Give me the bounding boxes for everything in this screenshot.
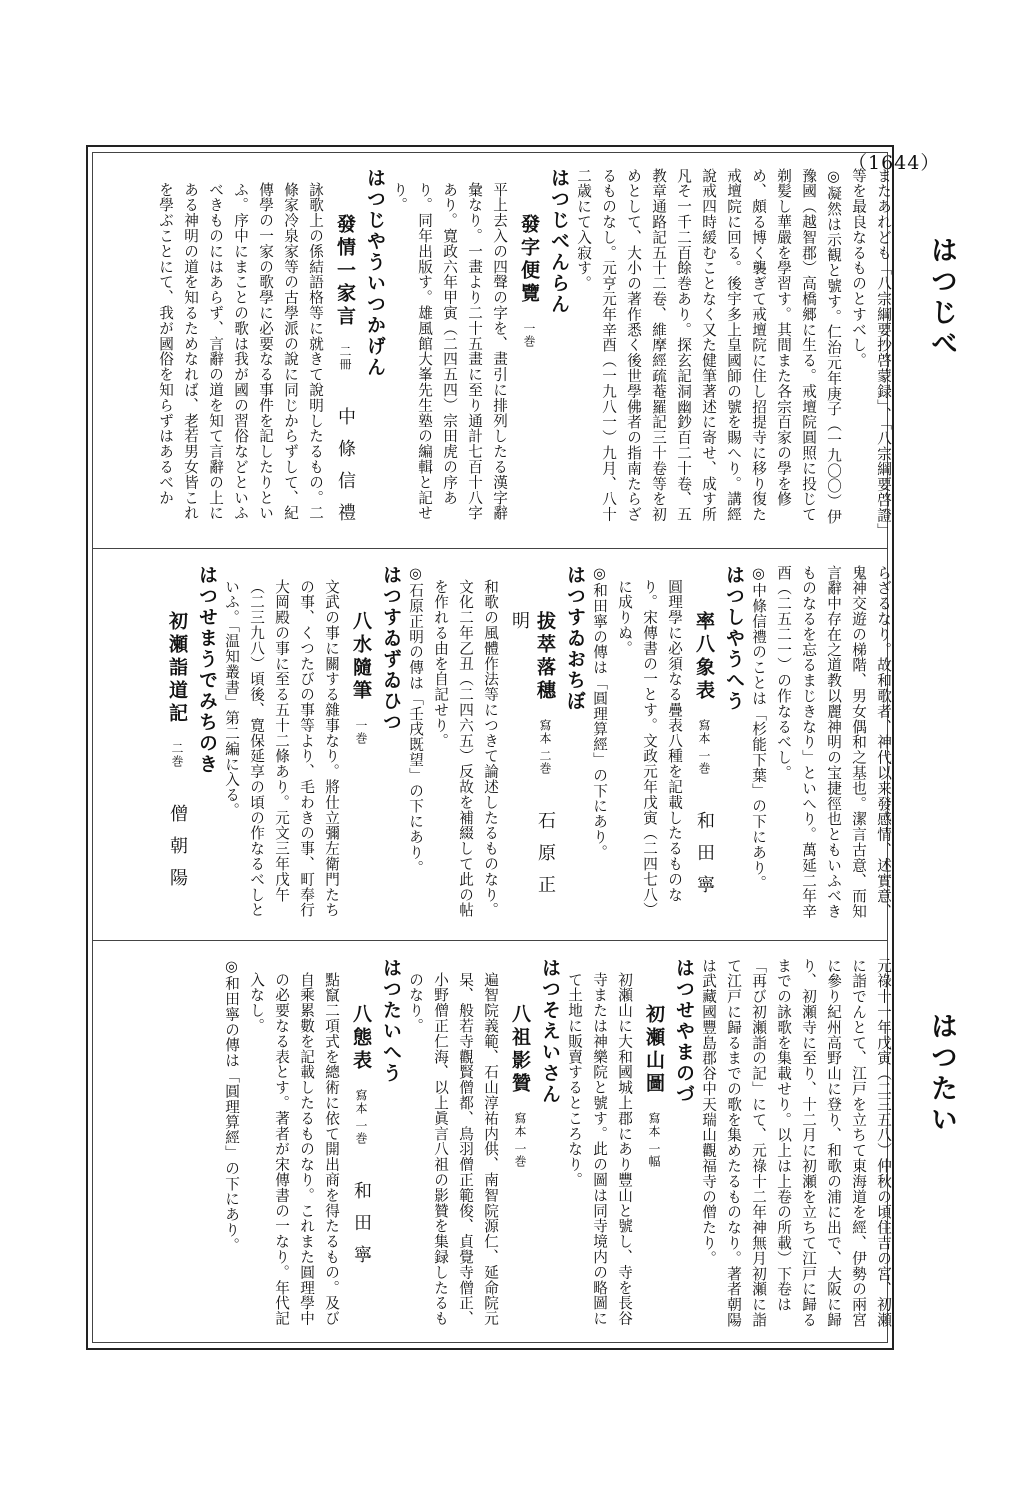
entry-body: 元祿十一年戊寅（二三五八）仲秋の頃住吉の宮、初瀬に詣でんとて、江戸を立ちて東海道を經、伊勢の兩宮に參り紀州高野山に登り、和歌の浦に出で、大阪に歸り、初瀬寺に至り、十二月に初瀬を立ちて江戸に歸るまでの詠歌を集載せり。以上は上卷の所載）下卷は「再び初瀬詣の記」にて、元祿十二年神無月初瀬に詣て江戸に歸るまでの歌を集めたるものなり。著者朝陽は武藏國豐島郡谷中天瑞山觀福寺の僧たり。 [700, 958, 892, 1328]
entry-body: 文武の事に關する雜事なり。將仕立彌左衛門たちの事、くつたびの事等より、毛わきの事、町奉行大岡殿の事に至る五十二條あり。元文三年戊午（二三九八）頃後、寛保延享の頃の作なるべしといふ。「温知叢書」第二編に入る。 [223, 579, 340, 918]
entry-hatsujou-ikkagen [153, 168, 387, 536]
entry-kana-heading: はつすゐおちぼ [564, 565, 586, 712]
entry-hasso-eisan [403, 958, 562, 1333]
entry-kana-heading: はつそえいさん [539, 958, 561, 1105]
entry-volume: 寫本 一巻 [354, 1089, 368, 1145]
entry-title-line [348, 1004, 374, 1333]
entry-title: 率八象表 [693, 611, 715, 703]
entry-bassui-ochibo [428, 565, 587, 927]
entry-title: 初瀬詣道記 [166, 611, 188, 726]
entry-title: 發字便覽 [518, 214, 540, 306]
entry-body: 遍智院義範、石山淳祐内供、南智院源仁、延命院元杲、般若寺觀賢僧都、鳥羽僧正範俊、貞覺寺僧正、小野僧正仁海、以上眞言八祖の影贊を集録したるものなり。 [407, 972, 499, 1327]
entry-title: 發情一家言 [334, 214, 356, 329]
section-divider-2 [92, 940, 888, 941]
entry-hatsuse-moude-michinoki [164, 565, 219, 927]
entry-volume: 寫本 一巻 [697, 719, 711, 775]
section-2 [149, 565, 896, 927]
section-3 [149, 958, 896, 1333]
entry-hatsuse-yama-no-zu [562, 958, 696, 1333]
entry-biography-note [403, 565, 428, 927]
entry-body: 初瀬山に大和國城上郡にあり豐山と號し、寺を長谷寺または神樂院と號す。此の圖は同寺境内の略圖にて土地に販賣するところなり。 [566, 972, 633, 1327]
entry-body: またあれども「八宗綱要抄啓蒙録」、「八宗綱要啓證」等を最良なるものとすべし。 [850, 168, 892, 532]
entry-title: 初瀬山圖 [643, 1004, 665, 1096]
entry-author: 中條信禮 [335, 406, 356, 535]
entry-hatsushou-hyou [612, 565, 746, 927]
entry-kana-heading: はつせまうでみちのき [196, 565, 218, 775]
entry-biography-note [219, 958, 244, 1333]
entry-body: 平上去入の四聲の字を、畫引に排列したる漢字辭彙なり。一畫より二十五畫に至り通計七百十八字あり。寛政六年甲寅（二四五四）宗田虎の序あり。同年出版す。雄風館大峯先生塾の編輯と記せり。 [391, 182, 508, 521]
entry-title-line [164, 611, 190, 927]
entry-kana-heading: はつじべんらん [548, 168, 570, 315]
entry-title-line [516, 214, 542, 536]
entry-body: 點竄二項式を總術に依て開出商を得たるもの。及び自乘累數を記載したるものなり。これまた圓理學中の必要なる表とす。著者が宋傳書の一なり。年代記入なし。 [248, 972, 340, 1327]
entry-body: らざるなり。故和歌者、神代以来發感情、述實意、鬼神交遊の梯階、男女偶和之基也。潔言古意、而知言辭中存在之道教以麗神明の宝捷徑也ともいふべきものなるを忘るまじきなり」といへり。萬延二年辛酉（二五二一）の作なるべし。 [775, 565, 892, 920]
entry-author: 和田寧 [351, 1180, 372, 1277]
entry-body: ◎和田寧の傳は「圓理算經」の下にあり。 [223, 958, 240, 1253]
entry-title-line [348, 611, 374, 927]
section-divider-1 [92, 548, 888, 549]
entry-biography-note [746, 565, 771, 927]
entry-volume: 寫本 二巻 [538, 719, 552, 775]
entry-hattai-hyou [244, 958, 403, 1333]
entry-body: ◎凝然は示観と號す。仁治元年庚子（一九〇〇）伊豫國（越智郡）高橋郷に生る。戒壇院圓照に投じて剃髪し華嚴を學習す。其間また各宗百家の學を修め、頗る博く襲ぎて戒壇院に住し招提寺に移り復た戒壇院に回る。後宇多上皇國師の號を賜へり。講經說戒四時緩むことなく又た健筆著述に寄せ、成す所凡そ一千二百餘巻あり。探玄記洞幽鈔百二十卷、五教章通路記五十二卷、維摩經疏菴羅記三十卷等を初めとして、大小の著作悉く後世學佛者の指南たらざるものなし。元亨元年辛酉（一九八一）九月、八十二歳にて入寂す。 [575, 168, 842, 525]
entry-hassui-zuihitsu [219, 565, 403, 927]
entry-kana-heading: はつじやういつかげん [364, 168, 386, 378]
entry-volume: 二巻 [170, 742, 184, 768]
entry-title-line [332, 214, 358, 536]
entry-title-line [641, 1004, 667, 1333]
entry-author: 和田寧 [694, 810, 715, 907]
entry-kana-heading: はつしやうへう [723, 565, 745, 712]
entry-kana-heading: はつせやまのづ [673, 958, 695, 1105]
entry-body: 詠歌上の係結語格等に就きて說明したるもの。二條家冷泉家等の古學派の說に同じからずして、紀傳學の一家の歌學に必要なる事件を記したりといふ。序中にまことの歌は我が國の習俗などといふべきものにはあらず、言辭の道を知て言辭の上にある神明の道を知るためなれば、老若男女皆これを學ぶことにて、我が國俗を知らずはあるべか [157, 182, 324, 521]
entry-author: 石原正明 [509, 611, 556, 907]
entry-title-line [507, 611, 558, 927]
running-header-bottom: はつたい [926, 1012, 957, 1136]
entry-body: ◎中條信禮のことは「杉能下葉」の下にあり。 [750, 565, 767, 891]
entry-biography-note [587, 565, 612, 927]
entry-title: 八態表 [350, 1004, 372, 1073]
entry-body: ◎石原正明の傳は「壬戌既望」の下にあり。 [407, 565, 424, 876]
entry-kana-heading: はつたいへう [380, 958, 402, 1084]
page-number: （1644） [848, 152, 941, 174]
entry-continuation [696, 958, 896, 1333]
entry-title-line [507, 1004, 533, 1333]
entry-body: 圓理學に必須なる疊表八種を記載したるものなり。宋傳書の一とす。文政元年戊寅（二四七八）に成りぬ。 [616, 579, 683, 918]
entry-biography-note [571, 168, 846, 536]
entry-title: 拔萃落穗 [534, 611, 556, 703]
entry-volume: 寫本 一巻 [513, 1112, 527, 1168]
running-header-top: はつじべ [926, 236, 957, 360]
entry-hatsuji-benran [387, 168, 571, 536]
entry-volume: 二冊 [338, 345, 352, 371]
entry-body: 和歌の風體作法等につきて論述したるものなり。文化二年乙丑（二四六五）反故を補綴して此の帖を作れる由を自記せり。 [432, 579, 499, 918]
entry-title: 八祖影贊 [509, 1004, 531, 1096]
entry-continuation [771, 565, 896, 927]
entry-continuation [846, 168, 896, 536]
entry-title-line [691, 611, 717, 927]
entry-volume: 一巻 [354, 719, 368, 745]
entry-author: 僧朝陽 [167, 803, 188, 900]
entry-body: ◎和田寧の傳は「圓理算經」の下にあり。 [591, 565, 608, 860]
entry-volume: 一巻 [522, 322, 536, 348]
section-1 [149, 168, 896, 536]
entry-kana-heading: はつすゐずゐひつ [380, 565, 402, 733]
entry-volume: 寫本 一幅 [647, 1112, 661, 1168]
entry-title: 八水隨筆 [350, 611, 372, 703]
